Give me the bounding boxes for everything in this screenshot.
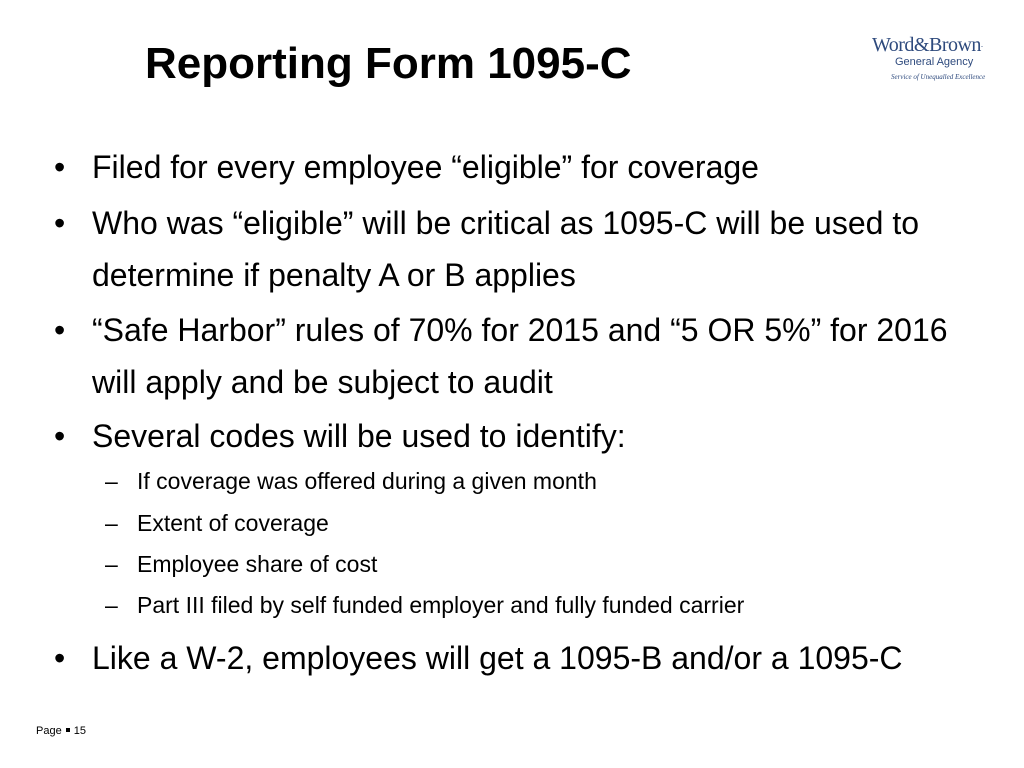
bullet-item xyxy=(54,197,972,301)
logo-tagline: Service of Unequalled Excellence xyxy=(891,73,986,81)
bullet-marker: • xyxy=(54,640,66,676)
page-number: 15 xyxy=(73,725,86,737)
subbullet-item xyxy=(105,590,937,620)
page-footer xyxy=(36,724,86,738)
slide-title: Reporting Form 1095-C xyxy=(145,39,632,88)
subbullet-item xyxy=(105,508,937,538)
subbullet-marker: – xyxy=(105,468,118,494)
subbullet-item xyxy=(105,549,937,579)
bullet-text: “Safe Harbor” rules of 70% for 2015 and “5 OR 5%” for 2016 will apply and be subject to audit xyxy=(92,312,948,400)
bullet-text: Who was “eligible” will be critical as 1095-C will be used to determine if penalty A or B applies xyxy=(92,205,919,293)
subbullet-marker: – xyxy=(105,592,118,618)
bullet-marker: • xyxy=(54,205,66,241)
subbullet-text: If coverage was offered during a given month xyxy=(137,468,597,494)
bullet-item xyxy=(54,632,972,684)
page-label: Page xyxy=(36,725,62,737)
bullet-item xyxy=(54,410,972,462)
logo-subtitle: General Agency xyxy=(895,56,974,68)
subbullet-marker: – xyxy=(105,510,118,536)
bullet-item xyxy=(54,141,972,193)
subbullet-text: Extent of coverage xyxy=(137,510,329,536)
square-separator-icon xyxy=(66,728,70,732)
bullet-marker: • xyxy=(54,418,66,454)
subbullet-marker: – xyxy=(105,551,118,577)
logo-registered-mark: . xyxy=(980,40,983,49)
logo-name: Word&Brown xyxy=(872,34,981,56)
subbullet-text: Part III filed by self funded employer and fully funded carrier xyxy=(137,592,745,618)
bullet-text: Several codes will be used to identify: xyxy=(92,418,626,454)
subbullet-item xyxy=(105,466,937,496)
bullet-text: Filed for every employee “eligible” for coverage xyxy=(92,149,759,185)
bullet-marker: • xyxy=(54,149,66,185)
subbullet-text: Employee share of cost xyxy=(137,551,378,577)
bullet-marker: • xyxy=(54,312,66,348)
bullet-item xyxy=(54,304,972,408)
bullet-text: Like a W-2, employees will get a 1095-B and/or a 1095-C xyxy=(92,640,903,676)
